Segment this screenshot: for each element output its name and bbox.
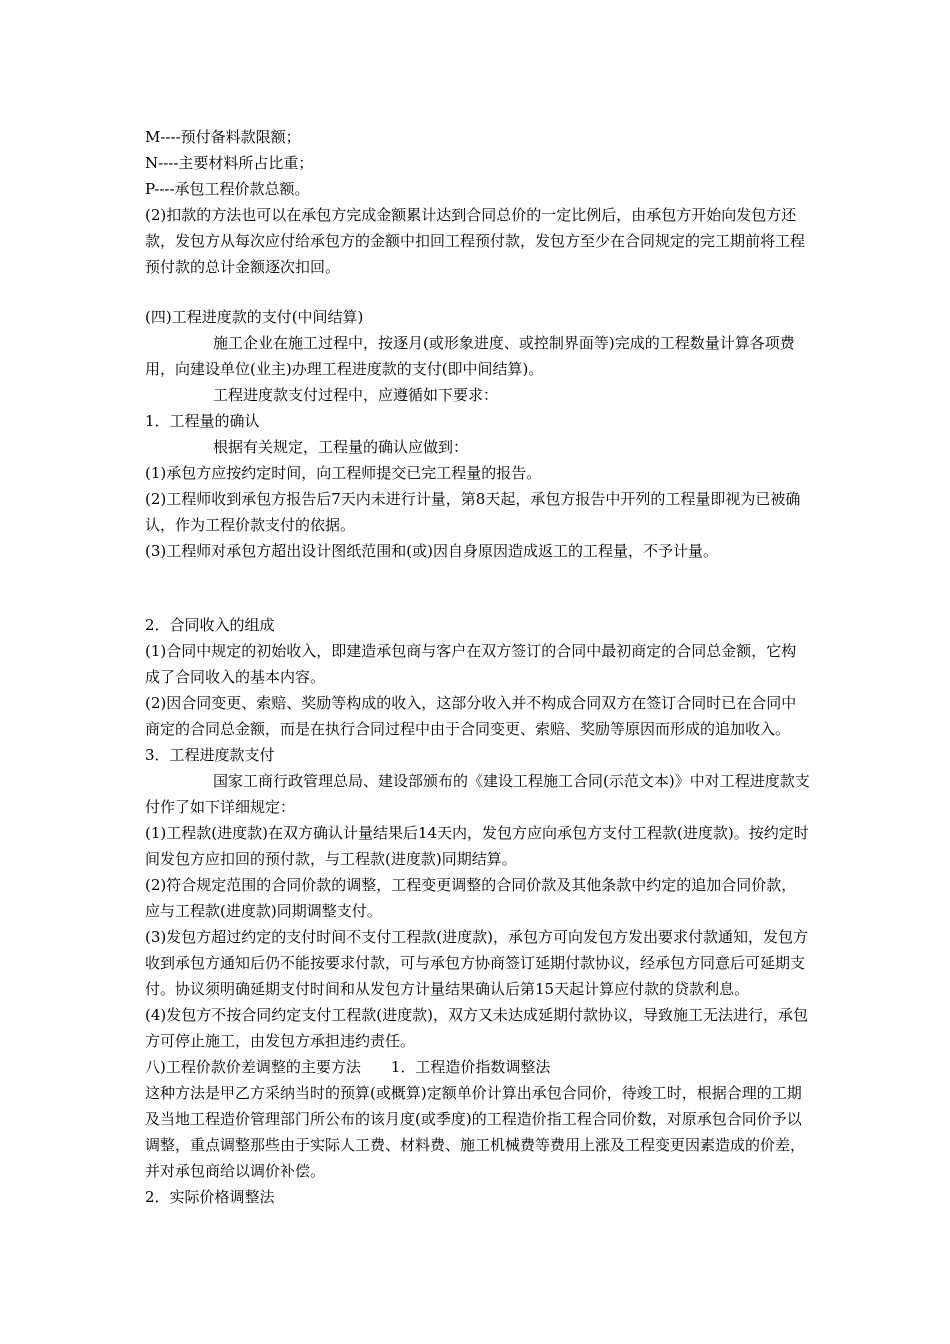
list-item-quantity-3: (3)工程师对承包方超出设计图纸范围和(或)因自身原因造成返工的工程量，不予计量。 xyxy=(145,542,718,560)
section-heading-price-adjustment: 八)工程价款价差调整的主要方法 1．工程造价指数调整法 xyxy=(145,1058,551,1076)
section-heading-progress-payment: (四)工程进度款的支付(中间结算) xyxy=(145,308,364,326)
spacer xyxy=(145,280,810,304)
list-item-payment-4: (4)发包方不按合同约定支付工程款(进度款)，双方又未达成延期付款协议，导致施工无法进行，承包方可停止施工，由发包方承担违约责任。 xyxy=(145,1006,808,1050)
paragraph-quantity-intro: 根据有关规定，工程量的确认应做到： xyxy=(213,438,469,456)
paragraph-payment-intro: 国家工商行政管理总局、建设部颁布的《建设工程施工合同(示范文本)》中对工程进度款支付作了如下详细规定： xyxy=(145,772,810,816)
document-body xyxy=(145,124,810,1210)
paragraph-requirements-intro: 工程进度款支付过程中，应遵循如下要求： xyxy=(213,386,499,404)
list-item-quantity-1: (1)承包方应按约定时间，向工程师提交已完工程量的报告。 xyxy=(145,464,542,482)
paragraph-progress-intro: 施工企业在施工过程中，按逐月(或形象进度、或控制界面等)完成的工程数量计算各项费用，向建设单位(业主)办理工程进度款的支付(即中间结算)。 xyxy=(145,334,795,378)
definition-p: P----承包工程价款总额。 xyxy=(145,180,310,198)
spacer xyxy=(145,564,810,612)
definition-m: M----预付备料款限额； xyxy=(145,128,301,146)
paragraph-deduction-method: (2)扣款的方法也可以在承包方完成金额累计达到合同总价的一定比例后，由承包方开始向发包方还款，发包方从每次应付给承包方的金额中扣回工程预付款，发包方至少在合同规定的完工期前将工程预付款的总计金额逐次扣回。 xyxy=(145,206,806,276)
subheading-actual-price-method: 2．实际价格调整法 xyxy=(145,1188,275,1206)
list-item-payment-1: (1)工程款(进度款)在双方确认计量结果后14天内，发包方应向承包方支付工程款(进度款)。按约定时间发包方应扣回的预付款，与工程款(进度款)同期结算。 xyxy=(145,824,809,868)
list-item-income-1: (1)合同中规定的初始收入，即建造承包商与客户在双方签订的合同中最初商定的合同总金额，它构成了合同收入的基本内容。 xyxy=(145,642,797,686)
list-item-income-2: (2)因合同变更、索赔、奖励等构成的收入，这部分收入并不构成合同双方在签订合同时已在合同中商定的合同总金额，而是在执行合同过程中由于合同变更、索赔、奖励等原因而形成的追加收入。 xyxy=(145,694,797,738)
list-item-quantity-2: (2)工程师收到承包方报告后7天内未进行计量，第8天起，承包方报告中开列的工程量即视为已被确认，作为工程价款支付的依据。 xyxy=(145,490,801,534)
subheading-contract-income: 2．合同收入的组成 xyxy=(145,616,275,634)
paragraph-index-method: 这种方法是甲乙方采纳当时的预算(或概算)定额单价计算出承包合同价，待竣工时，根据合理的工期及当地工程造价管理部门所公布的该月度(或季度)的工程造价指工程合同价数，对原承包合同价予以调整，重点调整那些由于实际人工费、材料费、施工机械费等费用上涨及工程变更因素造成的价差，并对承包商给以调价补偿。 xyxy=(145,1084,806,1180)
definition-n: N----主要材料所占比重； xyxy=(145,154,314,172)
list-item-payment-3: (3)发包方超过约定的支付时间不支付工程款(进度款)，承包方可向发包方发出要求付款通知，发包方收到承包方通知后仍不能按要求付款，可与承包方协商签订延期付款协议，经承包方同意后可延期支付。协议须明确延期支付时间和从发包方计量结果确认后第15天起计算应付款的贷款利息。 xyxy=(145,928,808,998)
subheading-progress-payment: 3．工程进度款支付 xyxy=(145,746,275,764)
subheading-quantity-confirmation: 1．工程量的确认 xyxy=(145,412,260,430)
list-item-payment-2: (2)符合规定范围的合同价款的调整，工程变更调整的合同价款及其他条款中约定的追加合同价款，应与工程款(进度款)同期调整支付。 xyxy=(145,876,797,920)
